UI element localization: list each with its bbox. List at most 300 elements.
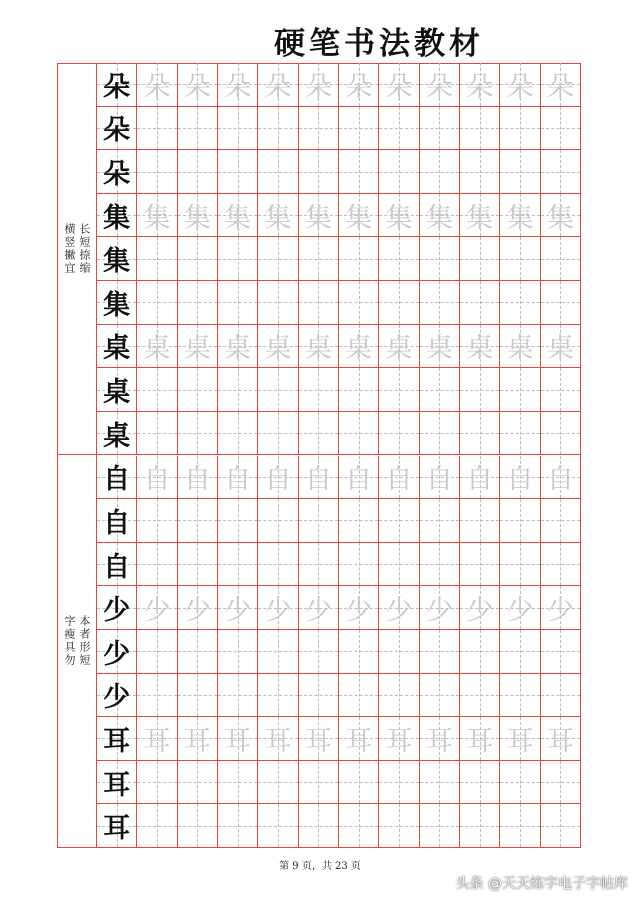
trace-char: 集 xyxy=(425,202,453,234)
practice-row xyxy=(97,194,581,238)
practice-cell xyxy=(460,107,500,151)
practice-cell xyxy=(541,630,581,674)
practice-cell xyxy=(137,761,177,805)
trace-char: 少 xyxy=(506,595,534,627)
practice-cell xyxy=(339,761,379,805)
practice-cell xyxy=(541,237,581,281)
model-char: 桌 xyxy=(103,420,131,452)
practice-cell xyxy=(541,761,581,805)
model-char-cell xyxy=(97,150,137,194)
trace-char: 桌 xyxy=(546,333,574,365)
model-char-cell xyxy=(97,194,137,238)
practice-row xyxy=(97,281,581,325)
practice-cell xyxy=(218,150,258,194)
practice-cell xyxy=(258,368,298,412)
practice-cell xyxy=(299,107,339,151)
practice-cell xyxy=(420,543,460,587)
model-char-cell xyxy=(97,499,137,543)
practice-cell xyxy=(420,368,460,412)
practice-cell xyxy=(500,281,540,325)
trace-char: 集 xyxy=(183,202,211,234)
practice-cell xyxy=(420,107,460,151)
practice-cell xyxy=(420,717,460,761)
practice-cell xyxy=(178,761,218,805)
trace-char: 耳 xyxy=(345,725,373,757)
practice-cell xyxy=(420,586,460,630)
model-char: 少 xyxy=(103,595,131,627)
practice-cell xyxy=(137,194,177,238)
practice-cell xyxy=(218,804,258,848)
practice-cell xyxy=(137,674,177,718)
section-note-1 xyxy=(57,63,97,455)
model-char-cell xyxy=(97,412,137,456)
practice-cell xyxy=(339,543,379,587)
model-char-cell xyxy=(97,761,137,805)
practice-cell xyxy=(258,63,298,107)
trace-char: 集 xyxy=(506,202,534,234)
practice-cell xyxy=(460,194,500,238)
practice-cell xyxy=(420,194,460,238)
practice-row xyxy=(97,674,581,718)
practice-cell xyxy=(299,150,339,194)
trace-char: 耳 xyxy=(143,725,171,757)
practice-cell xyxy=(137,368,177,412)
practice-cell xyxy=(460,63,500,107)
model-char: 集 xyxy=(103,202,131,234)
practice-cell xyxy=(379,107,419,151)
practice-cell xyxy=(420,630,460,674)
practice-cell xyxy=(379,368,419,412)
trace-char: 自 xyxy=(466,464,494,496)
trace-char: 少 xyxy=(546,595,574,627)
practice-cell xyxy=(500,761,540,805)
section-note-2 xyxy=(57,455,97,848)
practice-cell xyxy=(299,456,339,500)
practice-cell xyxy=(178,325,218,369)
practice-cell xyxy=(339,237,379,281)
practice-cell xyxy=(137,237,177,281)
practice-cell xyxy=(218,325,258,369)
model-char: 集 xyxy=(103,289,131,321)
practice-cell xyxy=(460,325,500,369)
trace-char: 少 xyxy=(425,595,453,627)
practice-cell xyxy=(299,717,339,761)
practice-cell xyxy=(218,237,258,281)
practice-cell xyxy=(258,150,298,194)
model-char: 朵 xyxy=(103,115,131,147)
practice-cell xyxy=(218,717,258,761)
practice-cell xyxy=(541,586,581,630)
trace-char: 朵 xyxy=(183,71,211,103)
practice-cell xyxy=(178,456,218,500)
practice-cell xyxy=(299,674,339,718)
practice-cell xyxy=(178,543,218,587)
practice-cell xyxy=(460,630,500,674)
practice-cell xyxy=(339,804,379,848)
practice-cell xyxy=(379,325,419,369)
trace-char: 集 xyxy=(466,202,494,234)
model-char: 朵 xyxy=(103,71,131,103)
model-char: 集 xyxy=(103,246,131,278)
trace-char: 少 xyxy=(183,595,211,627)
practice-cell xyxy=(541,281,581,325)
practice-row xyxy=(97,804,581,848)
practice-cell xyxy=(541,804,581,848)
practice-cell xyxy=(178,107,218,151)
trace-char: 集 xyxy=(546,202,574,234)
trace-char: 耳 xyxy=(466,725,494,757)
trace-char: 朵 xyxy=(345,71,373,103)
practice-cell xyxy=(339,630,379,674)
practice-cell xyxy=(379,630,419,674)
practice-cell xyxy=(379,717,419,761)
practice-cell xyxy=(137,325,177,369)
practice-cell xyxy=(500,412,540,456)
practice-cell xyxy=(218,499,258,543)
practice-cell xyxy=(420,761,460,805)
practice-cell xyxy=(420,412,460,456)
practice-row xyxy=(97,412,581,456)
trace-char: 耳 xyxy=(546,725,574,757)
practice-cell xyxy=(218,368,258,412)
practice-row xyxy=(97,543,581,587)
practice-cell xyxy=(137,804,177,848)
practice-cell xyxy=(420,237,460,281)
practice-cell xyxy=(218,543,258,587)
model-char-cell xyxy=(97,630,137,674)
practice-cell xyxy=(420,674,460,718)
practice-cell xyxy=(178,281,218,325)
trace-char: 耳 xyxy=(425,725,453,757)
practice-cell xyxy=(218,63,258,107)
trace-char: 桌 xyxy=(143,333,171,365)
trace-char: 耳 xyxy=(183,725,211,757)
practice-cell xyxy=(258,717,298,761)
practice-cell xyxy=(218,412,258,456)
model-char-cell xyxy=(97,237,137,281)
practice-row xyxy=(97,717,581,761)
practice-cell xyxy=(339,586,379,630)
trace-char: 集 xyxy=(264,202,292,234)
trace-char: 自 xyxy=(385,464,413,496)
practice-cell xyxy=(178,237,218,281)
trace-char: 耳 xyxy=(304,725,332,757)
practice-cell xyxy=(299,325,339,369)
practice-cell xyxy=(339,717,379,761)
practice-cell xyxy=(178,194,218,238)
practice-cell xyxy=(178,586,218,630)
practice-cell xyxy=(500,543,540,587)
model-char: 少 xyxy=(103,638,131,670)
practice-cell xyxy=(460,761,500,805)
practice-row xyxy=(97,325,581,369)
model-char-cell xyxy=(97,368,137,412)
trace-char: 自 xyxy=(264,464,292,496)
practice-cell xyxy=(339,63,379,107)
practice-cell xyxy=(339,674,379,718)
practice-cell xyxy=(500,237,540,281)
practice-cell xyxy=(420,456,460,500)
practice-cell xyxy=(460,368,500,412)
practice-cell xyxy=(500,804,540,848)
practice-cell xyxy=(299,586,339,630)
trace-char: 自 xyxy=(304,464,332,496)
page-title: 硬笔书法教材 xyxy=(274,26,484,62)
trace-char: 少 xyxy=(466,595,494,627)
practice-cell xyxy=(460,281,500,325)
practice-row xyxy=(97,107,581,151)
practice-cell xyxy=(218,674,258,718)
practice-cell xyxy=(258,586,298,630)
practice-cell xyxy=(379,237,419,281)
practice-cell xyxy=(460,412,500,456)
practice-cell xyxy=(541,63,581,107)
practice-cell xyxy=(500,456,540,500)
practice-cell xyxy=(541,717,581,761)
practice-cell xyxy=(299,194,339,238)
trace-char: 自 xyxy=(425,464,453,496)
trace-char: 自 xyxy=(143,464,171,496)
practice-cell xyxy=(460,717,500,761)
practice-row xyxy=(97,586,581,630)
practice-cell xyxy=(218,761,258,805)
section-note-1-line-1: 长短捺缩 xyxy=(78,223,91,275)
model-char-cell xyxy=(97,325,137,369)
model-char: 朵 xyxy=(103,159,131,191)
model-char-cell xyxy=(97,717,137,761)
practice-cell xyxy=(258,325,298,369)
practice-cell xyxy=(379,586,419,630)
practice-row xyxy=(97,63,581,107)
practice-cell xyxy=(500,150,540,194)
trace-char: 集 xyxy=(304,202,332,234)
model-char: 耳 xyxy=(103,769,131,801)
trace-char: 少 xyxy=(385,595,413,627)
practice-cell xyxy=(178,499,218,543)
practice-cell xyxy=(379,804,419,848)
model-char-cell xyxy=(97,281,137,325)
trace-char: 桌 xyxy=(385,333,413,365)
practice-cell xyxy=(460,456,500,500)
model-char-cell xyxy=(97,543,137,587)
practice-cell xyxy=(541,543,581,587)
trace-char: 集 xyxy=(143,202,171,234)
section-note-2-line-2: 字瘦具勿 xyxy=(63,615,76,667)
trace-char: 桌 xyxy=(345,333,373,365)
trace-char: 少 xyxy=(304,595,332,627)
practice-cell xyxy=(460,150,500,194)
practice-cell xyxy=(500,325,540,369)
practice-cell xyxy=(137,499,177,543)
practice-cell xyxy=(299,281,339,325)
model-char-cell xyxy=(97,674,137,718)
practice-cell xyxy=(299,412,339,456)
section-note-1-line-2: 横竖撇宜 xyxy=(63,223,76,275)
practice-cell xyxy=(460,674,500,718)
model-char: 桌 xyxy=(103,377,131,409)
practice-cell xyxy=(541,194,581,238)
practice-cell xyxy=(299,237,339,281)
practice-cell xyxy=(299,368,339,412)
model-char: 自 xyxy=(103,464,131,496)
practice-cell xyxy=(500,63,540,107)
practice-row xyxy=(97,368,581,412)
section-note-2-line-1: 本者形短 xyxy=(78,615,91,667)
practice-cell xyxy=(258,194,298,238)
practice-cell xyxy=(460,237,500,281)
practice-cell xyxy=(339,412,379,456)
practice-cell xyxy=(258,630,298,674)
practice-cell xyxy=(339,325,379,369)
practice-cell xyxy=(379,674,419,718)
trace-char: 朵 xyxy=(546,71,574,103)
practice-cell xyxy=(460,804,500,848)
practice-cell xyxy=(258,761,298,805)
model-char-cell xyxy=(97,586,137,630)
model-char: 少 xyxy=(103,682,131,714)
model-char-cell xyxy=(97,804,137,848)
practice-cell xyxy=(218,281,258,325)
practice-row xyxy=(97,237,581,281)
practice-cell xyxy=(379,761,419,805)
trace-char: 朵 xyxy=(466,71,494,103)
practice-cell xyxy=(299,804,339,848)
practice-cell xyxy=(339,499,379,543)
trace-char: 自 xyxy=(224,464,252,496)
trace-char: 桌 xyxy=(264,333,292,365)
trace-char: 自 xyxy=(546,464,574,496)
model-char: 自 xyxy=(103,507,131,539)
practice-cell xyxy=(379,150,419,194)
practice-row xyxy=(97,150,581,194)
practice-cell xyxy=(541,412,581,456)
practice-cell xyxy=(420,804,460,848)
practice-cell xyxy=(339,107,379,151)
practice-cell xyxy=(379,543,419,587)
practice-cell xyxy=(379,456,419,500)
practice-cell xyxy=(299,761,339,805)
practice-cell xyxy=(137,107,177,151)
trace-char: 朵 xyxy=(425,71,453,103)
practice-cell xyxy=(137,281,177,325)
trace-char: 桌 xyxy=(183,333,211,365)
model-char-cell xyxy=(97,456,137,500)
trace-char: 耳 xyxy=(264,725,292,757)
practice-cell xyxy=(258,107,298,151)
trace-char: 少 xyxy=(264,595,292,627)
practice-cell xyxy=(460,586,500,630)
practice-cell xyxy=(500,194,540,238)
trace-char: 桌 xyxy=(506,333,534,365)
practice-cell xyxy=(137,543,177,587)
trace-char: 集 xyxy=(345,202,373,234)
model-char-cell xyxy=(97,107,137,151)
practice-row xyxy=(97,761,581,805)
practice-cell xyxy=(299,543,339,587)
trace-char: 自 xyxy=(183,464,211,496)
practice-cell xyxy=(500,499,540,543)
practice-cell xyxy=(258,412,298,456)
trace-char: 少 xyxy=(345,595,373,627)
practice-cell xyxy=(258,456,298,500)
trace-char: 桌 xyxy=(466,333,494,365)
practice-cell xyxy=(500,674,540,718)
practice-cell xyxy=(137,412,177,456)
practice-cell xyxy=(137,150,177,194)
practice-cell xyxy=(460,499,500,543)
practice-cell xyxy=(299,630,339,674)
trace-char: 少 xyxy=(224,595,252,627)
practice-cell xyxy=(137,63,177,107)
practice-cell xyxy=(541,456,581,500)
practice-row xyxy=(97,499,581,543)
practice-cell xyxy=(178,150,218,194)
practice-cell xyxy=(178,674,218,718)
trace-char: 集 xyxy=(385,202,413,234)
practice-cell xyxy=(500,368,540,412)
trace-char: 耳 xyxy=(385,725,413,757)
practice-cell xyxy=(379,63,419,107)
practice-cell xyxy=(379,499,419,543)
practice-cell xyxy=(339,368,379,412)
page-footer: 第 9 页，共 23 页 xyxy=(279,861,361,872)
practice-cell xyxy=(299,499,339,543)
model-char: 耳 xyxy=(103,725,131,757)
model-char: 耳 xyxy=(103,813,131,845)
practice-cell xyxy=(218,107,258,151)
practice-cell xyxy=(137,717,177,761)
trace-char: 少 xyxy=(143,595,171,627)
practice-cell xyxy=(420,281,460,325)
trace-char: 自 xyxy=(345,464,373,496)
model-char: 桌 xyxy=(103,333,131,365)
trace-char: 朵 xyxy=(224,71,252,103)
practice-cell xyxy=(420,325,460,369)
practice-cell xyxy=(258,499,298,543)
practice-cell xyxy=(500,586,540,630)
practice-cell xyxy=(137,586,177,630)
trace-char: 耳 xyxy=(224,725,252,757)
practice-cell xyxy=(258,543,298,587)
practice-cell xyxy=(379,194,419,238)
practice-cell xyxy=(379,281,419,325)
practice-cell xyxy=(339,194,379,238)
practice-cell xyxy=(218,194,258,238)
practice-cell xyxy=(178,630,218,674)
practice-cell xyxy=(137,456,177,500)
practice-cell xyxy=(218,586,258,630)
trace-char: 朵 xyxy=(264,71,292,103)
practice-cell xyxy=(500,630,540,674)
practice-cell xyxy=(339,281,379,325)
trace-char: 桌 xyxy=(224,333,252,365)
trace-char: 桌 xyxy=(425,333,453,365)
trace-char: 朵 xyxy=(143,71,171,103)
trace-char: 自 xyxy=(506,464,534,496)
practice-cell xyxy=(541,107,581,151)
practice-cell xyxy=(258,674,298,718)
practice-cell xyxy=(420,63,460,107)
model-char: 自 xyxy=(103,551,131,583)
practice-row xyxy=(97,456,581,500)
practice-cell xyxy=(137,630,177,674)
watermark: 头条 @天天练字电子字帖库 xyxy=(455,876,628,892)
trace-char: 耳 xyxy=(506,725,534,757)
trace-char: 桌 xyxy=(304,333,332,365)
practice-row xyxy=(97,630,581,674)
trace-char: 朵 xyxy=(304,71,332,103)
practice-cell xyxy=(218,456,258,500)
